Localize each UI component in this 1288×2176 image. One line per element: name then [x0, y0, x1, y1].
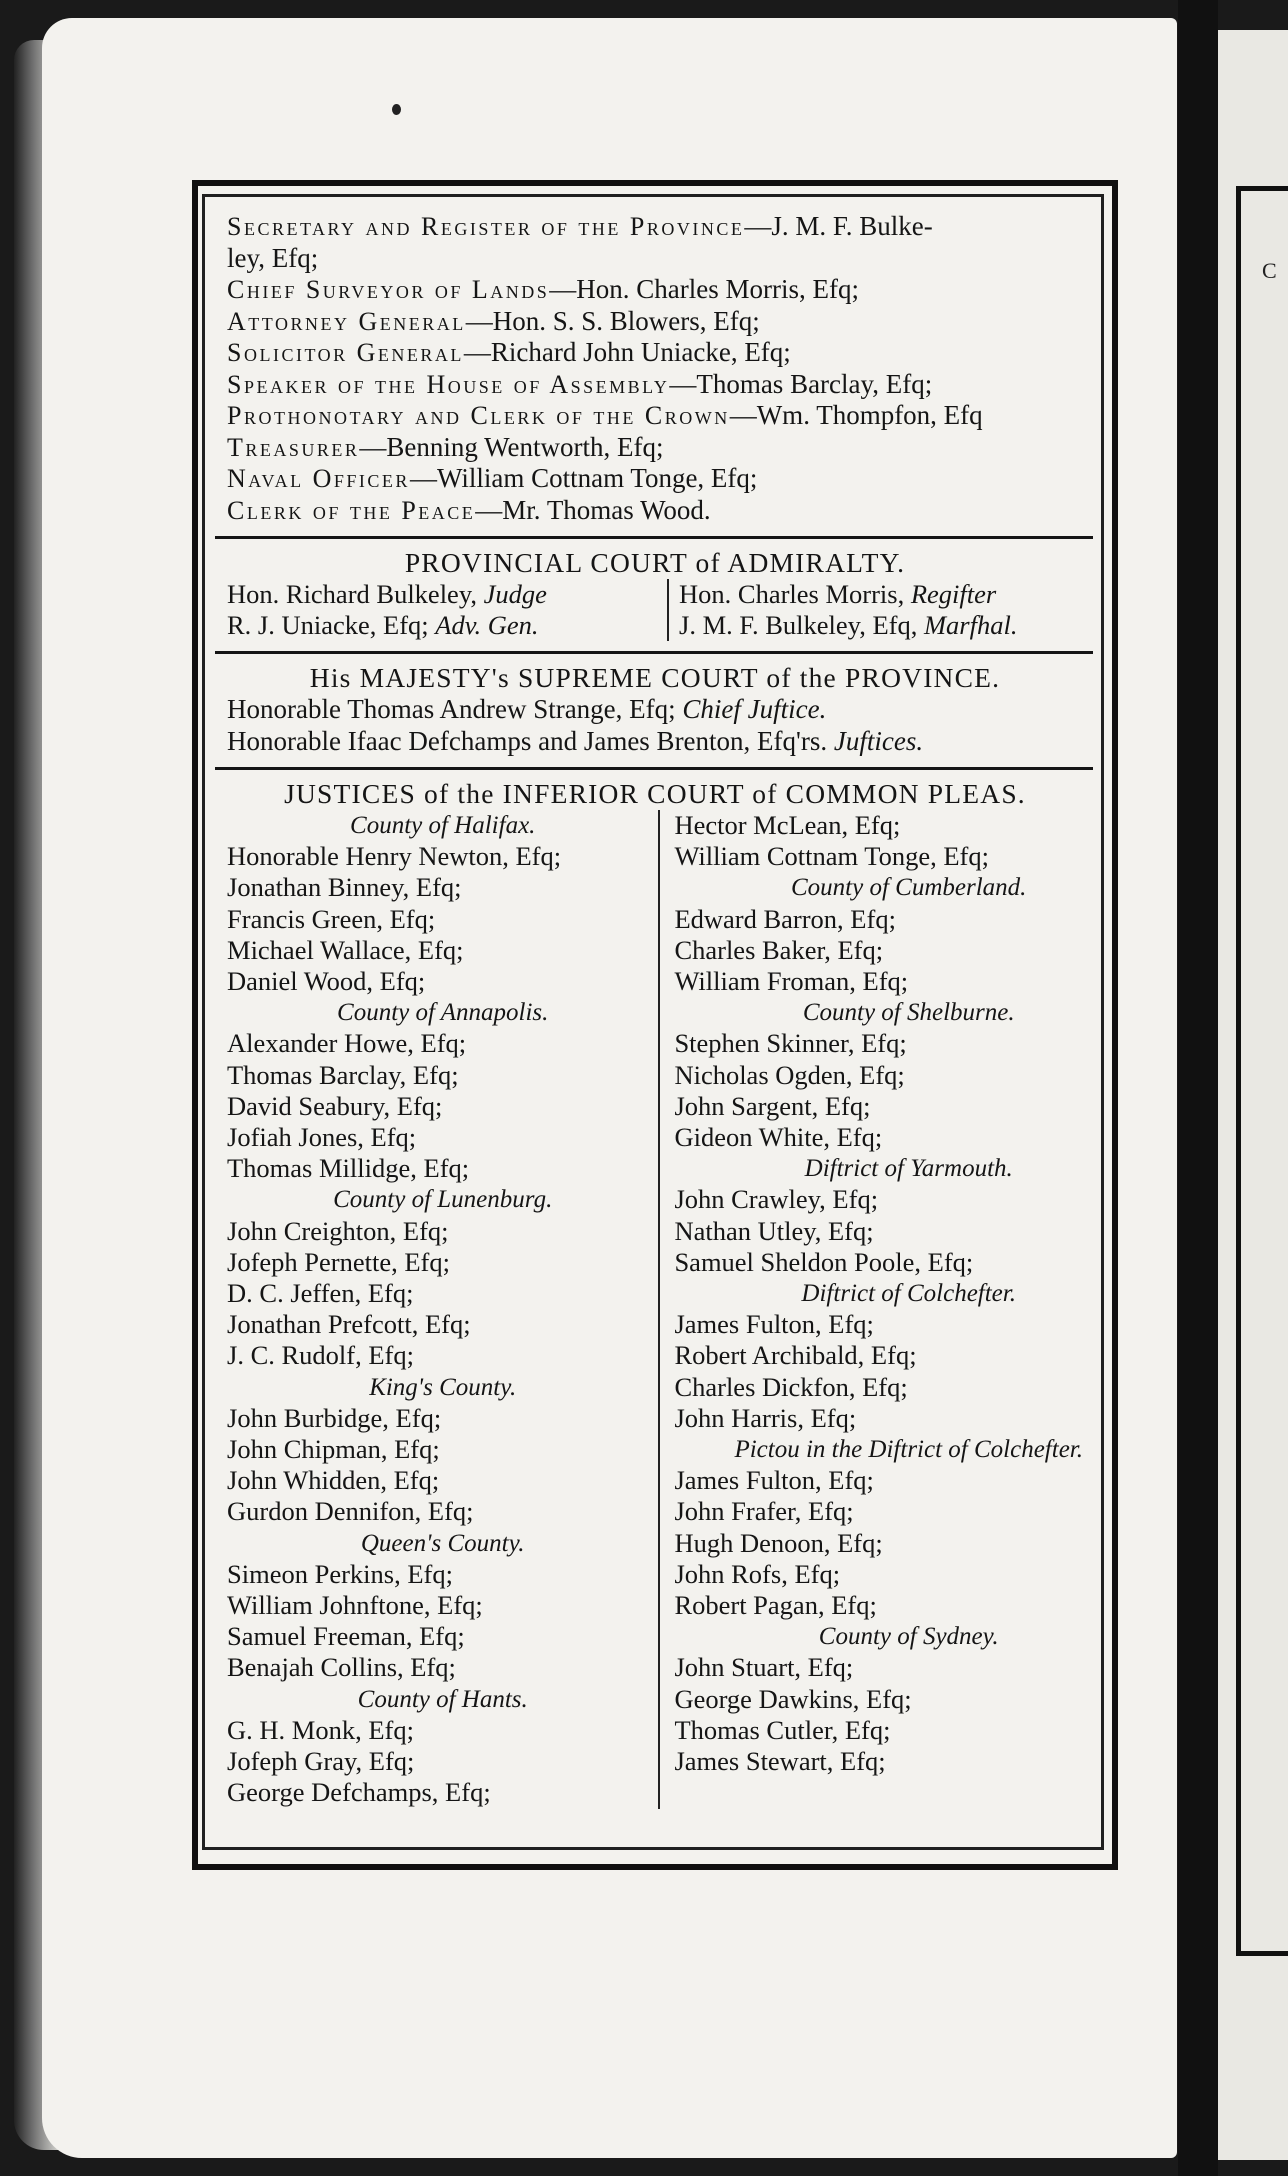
ink-speck [392, 104, 401, 115]
justice-name: Jofiah Jones, Efq; [227, 1122, 417, 1153]
justice-name: William Froman, Efq; [674, 966, 909, 997]
officer-line [227, 337, 1083, 369]
common-pleas-section [227, 778, 1083, 1809]
justice-name: Charles Baker, Efq; [674, 934, 884, 965]
section-divider [215, 651, 1093, 654]
justice-name: Robert Archibald, Efq; [674, 1340, 917, 1371]
officer-line [227, 495, 1083, 527]
supreme-court-section [227, 662, 1083, 757]
justice-name: John Crawley, Efq; [674, 1184, 879, 1215]
officer-line [227, 400, 1083, 432]
supreme-court-entry: Honorable Ifaac Defchamps and James Brenton, Efq'rs. Juftices. [227, 725, 924, 756]
common-pleas-right-column [660, 810, 1083, 1809]
justice-name: D. C. Jeffen, Efq; [227, 1278, 414, 1309]
officer-name: —Mr. Thomas Wood. [475, 494, 711, 525]
officer-name: —Wm. Thompfon, Efq [729, 400, 983, 430]
county-heading: County of Lunenburg. [333, 1186, 553, 1214]
officer-line [227, 211, 1083, 243]
county-heading: Queen's County. [360, 1529, 525, 1557]
justice-name: Charles Dickfon, Efq; [674, 1371, 908, 1402]
justice-name: William Cottnam Tonge, Efq; [674, 841, 989, 872]
supreme-court-entry: Honorable Thomas Andrew Strange, Efq; Chief Juftice. [227, 694, 827, 724]
justice-name: James Fulton, Efq; [674, 1465, 874, 1496]
justice-name: John Harris, Efq; [674, 1402, 857, 1433]
justice-name: J. C. Rudolf, Efq; [227, 1340, 414, 1371]
admiralty-entry: R. J. Uniacke, Efq; Adv. Gen. [227, 610, 539, 640]
justice-name: Hugh Denoon, Efq; [674, 1527, 883, 1558]
officer-name: —Richard John Uniacke, Efq; [463, 337, 791, 367]
justice-name: George Dawkins, Efq; [674, 1683, 912, 1714]
county-heading: County of Annapolis. [337, 999, 549, 1027]
justice-name: Gideon White, Efq; [674, 1122, 883, 1153]
justice-name: Jofeph Pernette, Efq; [227, 1246, 450, 1277]
justice-name: Stephen Skinner, Efq; [674, 1028, 907, 1059]
justice-name: Nicholas Ogden, Efq; [674, 1059, 905, 1090]
common-pleas-columns [227, 810, 1083, 1809]
section-title: JUSTICES of the INFERIOR COURT of COMMON PLEAS. [284, 778, 1026, 809]
county-heading: County of Sydney. [818, 1623, 999, 1651]
officer-title: Treasurer [227, 432, 360, 462]
justice-name: Thomas Cutler, Efq; [674, 1714, 891, 1745]
county-heading: County of Halifax. [350, 812, 536, 839]
justice-name: G. H. Monk, Efq; [227, 1714, 414, 1745]
officer-name: —William Cottnam Tonge, Efq; [409, 463, 758, 493]
justice-name: Michael Wallace, Efq; [227, 934, 464, 965]
justice-name: James Fulton, Efq; [674, 1309, 874, 1340]
officer-title: Chief Surveyor of Lands [227, 275, 550, 304]
officer-title: Speaker of the House of Assembly [227, 369, 670, 399]
county-heading: Pictou in the Diftrict of Colchefter. [734, 1436, 1083, 1464]
justice-name: Edward Barron, Efq; [674, 903, 896, 934]
officer-name: —Thomas Barclay, Efq; [669, 368, 933, 399]
officer-line [227, 432, 1083, 464]
justice-name: Jofeph Gray, Efq; [227, 1746, 415, 1777]
officer-name: —Hon. Charles Morris, Efq; [549, 274, 859, 304]
justice-name: John Frafer, Efq; [674, 1496, 854, 1527]
section-title: PROVINCIAL COURT of ADMIRALTY. [404, 547, 906, 578]
justice-name: Hector McLean, Efq; [674, 810, 901, 840]
common-pleas-left-column [227, 810, 660, 1809]
justice-name: John Creighton, Efq; [227, 1215, 449, 1246]
justice-name: John Rofs, Efq; [674, 1558, 841, 1589]
binding-gutter [1178, 0, 1218, 2176]
officer-title: Secretary and Register of the Province [227, 212, 745, 241]
justice-name: David Seabury, Efq; [227, 1090, 443, 1121]
justice-name: Samuel Sheldon Poole, Efq; [674, 1246, 974, 1277]
officer-title: Attorney General [227, 306, 466, 336]
next-page-frame [1236, 186, 1288, 1956]
officer-name: —Benning Wentworth, Efq; [359, 431, 664, 462]
justice-name: Jonathan Prefcott, Efq; [227, 1309, 471, 1340]
officer-line-continued: ley, Efq; [227, 242, 319, 273]
officer-title: Clerk of the Peace [227, 495, 476, 525]
justice-name: Nathan Utley, Efq; [674, 1215, 874, 1246]
justice-name: Alexander Howe, Efq; [227, 1028, 467, 1059]
admiralty-right-column [667, 579, 1017, 641]
officer-line [227, 274, 1083, 306]
admiralty-entry: J. M. F. Bulkeley, Efq, Marfhal. [679, 610, 1018, 640]
justice-name: Robert Pagan, Efq; [674, 1590, 877, 1621]
justice-name: William Johnftone, Efq; [227, 1590, 483, 1621]
county-heading: King's County. [369, 1373, 517, 1401]
officer-line [227, 306, 1083, 338]
justice-name: Daniel Wood, Efq; [227, 966, 426, 997]
county-heading: County of Cumberland. [791, 874, 1027, 902]
justice-name: Honorable Henry Newton, Efq; [227, 841, 562, 872]
officer-name: —J. M. F. Bulke- [744, 211, 933, 241]
county-heading: County of Hants. [357, 1685, 528, 1713]
justice-name: John Burbidge, Efq; [227, 1402, 442, 1433]
page-border-inner [202, 194, 1104, 1850]
section-divider [215, 536, 1093, 539]
officer-name: —Hon. S. S. Blowers, Efq; [465, 305, 760, 336]
officer-title: Prothonotary and Clerk of the Crown [227, 401, 730, 430]
justice-name: John Stuart, Efq; [674, 1652, 854, 1683]
justice-name: James Stewart, Efq; [674, 1746, 886, 1777]
officer-line [227, 369, 1083, 401]
admiralty-entry: Hon. Charles Morris, Regifter [679, 579, 997, 609]
county-heading: Diftrict of Colchefter. [801, 1280, 1016, 1308]
justice-name: John Sargent, Efq; [674, 1090, 871, 1121]
justice-name: Simeon Perkins, Efq; [227, 1558, 453, 1589]
officers-list [227, 211, 1083, 526]
justice-name: Francis Green, Efq; [227, 903, 436, 934]
county-heading: Diftrict of Yarmouth. [804, 1155, 1013, 1183]
officer-title: Naval Officer [227, 464, 410, 493]
admiralty-columns [227, 579, 1083, 641]
justice-name: John Chipman, Efq; [227, 1434, 440, 1465]
county-heading: County of Shelburne. [802, 999, 1015, 1027]
justice-name: Thomas Barclay, Efq; [227, 1059, 459, 1090]
admiralty-entry: Hon. Richard Bulkeley, Judge [227, 579, 547, 609]
justice-name: George Defchamps, Efq; [227, 1777, 491, 1808]
justice-name: Benajah Collins, Efq; [227, 1652, 456, 1683]
next-page-text-fragment: C [1262, 258, 1277, 283]
admiralty-left-column [227, 579, 667, 641]
justice-name: Samuel Freeman, Efq; [227, 1621, 465, 1652]
admiralty-section [227, 547, 1083, 641]
officer-title: Solicitor General [227, 338, 464, 367]
section-divider [215, 767, 1093, 770]
section-title: His MAJESTY's SUPREME COURT of the PROVINCE. [309, 662, 1001, 693]
justice-name: Jonathan Binney, Efq; [227, 872, 462, 903]
justice-name: Gurdon Dennifon, Efq; [227, 1496, 474, 1527]
justice-name: John Whidden, Efq; [227, 1465, 440, 1496]
officer-line [227, 463, 1083, 495]
justice-name: Thomas Millidge, Efq; [227, 1153, 470, 1184]
